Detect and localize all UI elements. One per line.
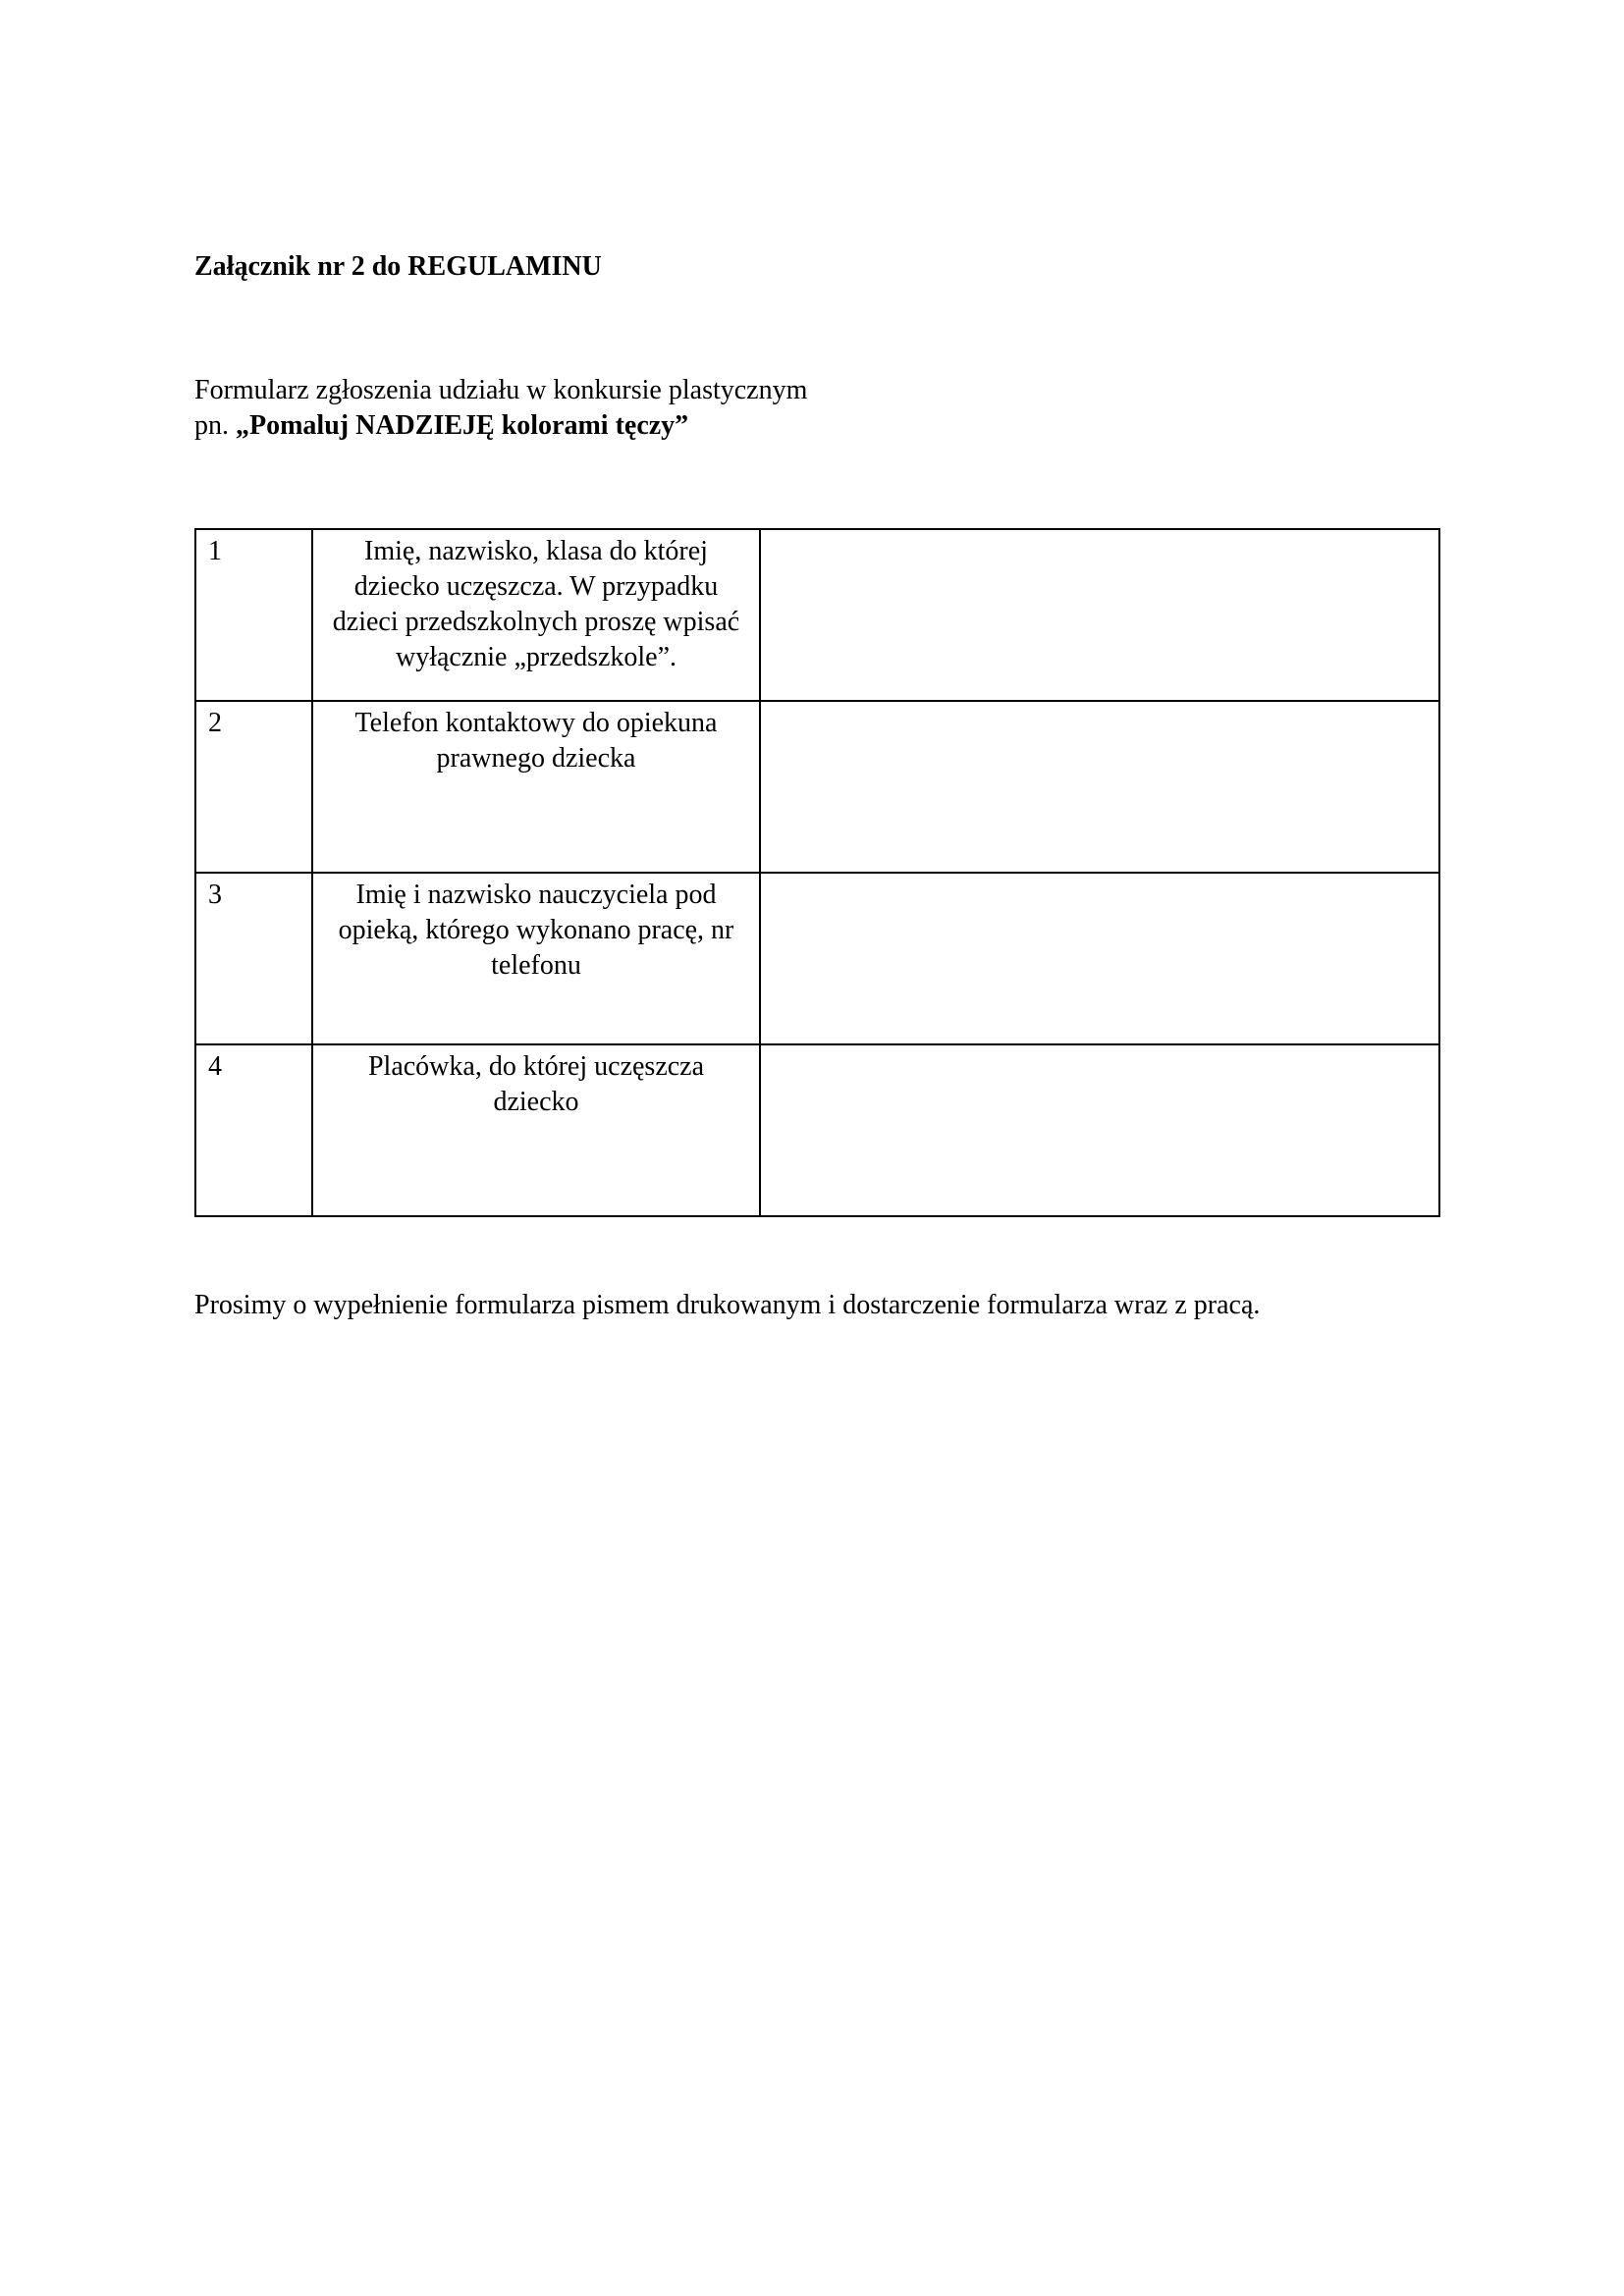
row-label: Imię i nazwisko nauczyciela pod opieką, którego wykonano pracę, nr telefonu [312,873,760,1044]
form-intro-prefix: pn. [194,410,236,441]
row-value-field[interactable] [760,1044,1439,1216]
row-value-field[interactable] [760,529,1439,701]
contest-title: „Pomaluj NADZIEJĘ kolorami tęczy” [236,410,689,441]
row-label: Placówka, do której uczęszcza dziecko [312,1044,760,1216]
table-row [195,873,1439,1044]
form-intro [194,373,807,444]
table-row [195,701,1439,873]
row-value-field[interactable] [760,701,1439,873]
row-label: Telefon kontaktowy do opiekuna prawnego dziecka [312,701,760,873]
attachment-heading: Załącznik nr 2 do REGULAMINU [194,251,602,282]
row-number: 2 [195,701,312,873]
form-intro-line2 [194,408,807,444]
table-row [195,529,1439,701]
entry-form-table [194,528,1440,1217]
row-value-field[interactable] [760,873,1439,1044]
row-number: 3 [195,873,312,1044]
row-label: Imię, nazwisko, klasa do której dziecko uczęszcza. W przypadku dzieci przedszkolnych proszę wpisać wyłącznie „przedszkole”. [312,529,760,701]
row-number: 4 [195,1044,312,1216]
footer-note: Prosimy o wypełnienie formularza pismem drukowanym i dostarczenie formularza wraz z pracą. [194,1290,1261,1320]
table-row [195,1044,1439,1216]
form-intro-line1: Formularz zgłoszenia udziału w konkursie plastycznym [194,375,808,405]
row-number: 1 [195,529,312,701]
